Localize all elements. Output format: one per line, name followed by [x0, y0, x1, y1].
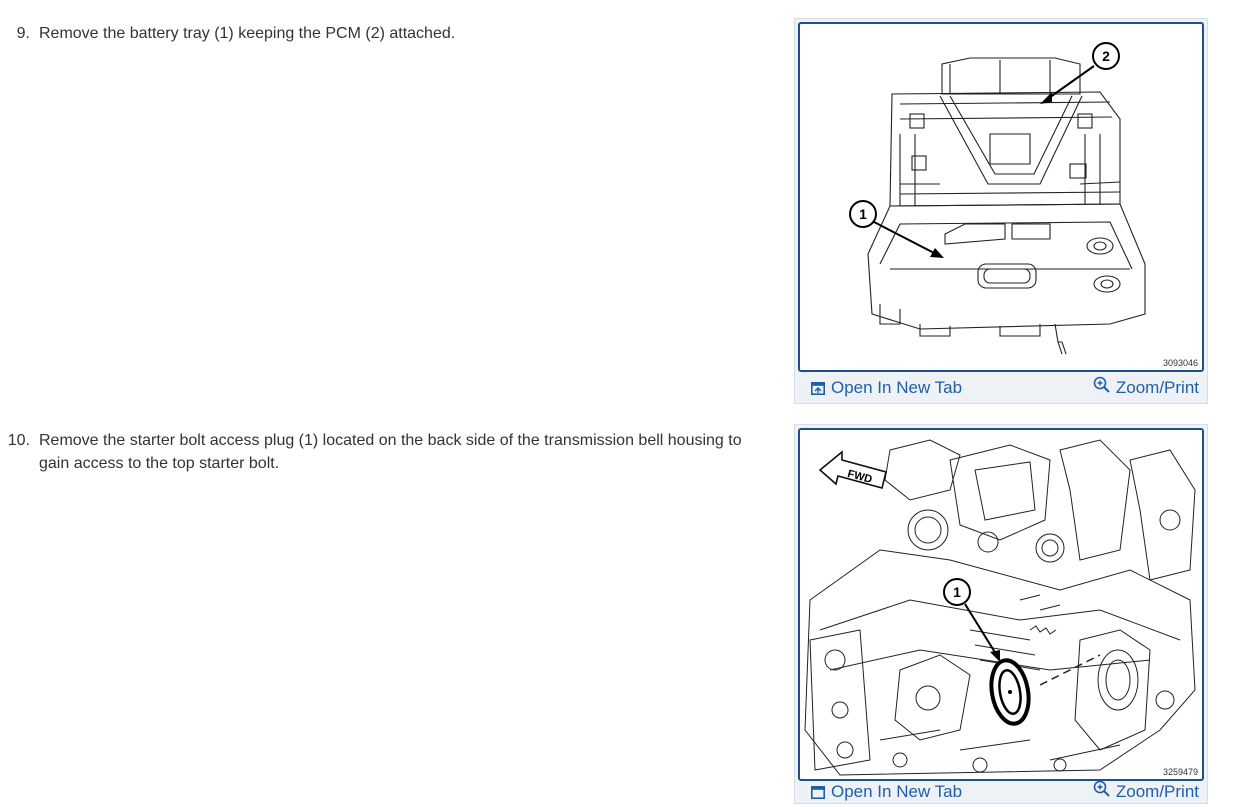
step-number: 10.	[7, 432, 30, 449]
figure-id: 3259479	[1162, 767, 1198, 777]
figure-battery-tray	[794, 18, 1208, 404]
zoom-in-icon	[1093, 376, 1110, 393]
figure-id: 3093046	[1162, 358, 1198, 368]
open-in-new-tab-button[interactable]	[811, 378, 962, 398]
zoom-print-label: Zoom/Print	[1115, 378, 1199, 397]
callout-2: 2	[1102, 48, 1110, 64]
figure-toolbar	[795, 777, 1207, 807]
open-in-new-tab-label: Open In New Tab	[831, 782, 963, 801]
transmission-illustration	[800, 430, 1204, 779]
zoom-print-button[interactable]	[1093, 782, 1199, 802]
open-in-new-tab-icon	[811, 786, 825, 799]
open-in-new-tab-icon	[811, 382, 825, 395]
figure-starter-plug	[794, 424, 1208, 804]
zoom-in-icon	[1093, 780, 1110, 797]
figure-image-frame[interactable]	[798, 22, 1204, 372]
callout-1: 1	[859, 206, 867, 222]
zoom-print-button[interactable]	[1093, 378, 1199, 398]
fwd-label: FWD	[846, 467, 874, 487]
callout-1: 1	[953, 584, 961, 600]
figure-image-frame[interactable]	[798, 428, 1204, 781]
battery-tray-illustration	[800, 24, 1204, 370]
open-in-new-tab-button[interactable]	[811, 782, 962, 802]
figure-toolbar	[795, 373, 1207, 403]
step-text: Remove the battery tray (1) keeping the PCM (2) attached.	[39, 25, 456, 42]
step-number: 9.	[16, 25, 30, 42]
step-text: Remove the starter bolt access plug (1) located on the back side of the transmission bell housing to gain access to the top starter bolt.	[39, 432, 742, 472]
open-in-new-tab-label: Open In New Tab	[831, 378, 963, 397]
zoom-print-label: Zoom/Print	[1115, 782, 1199, 801]
